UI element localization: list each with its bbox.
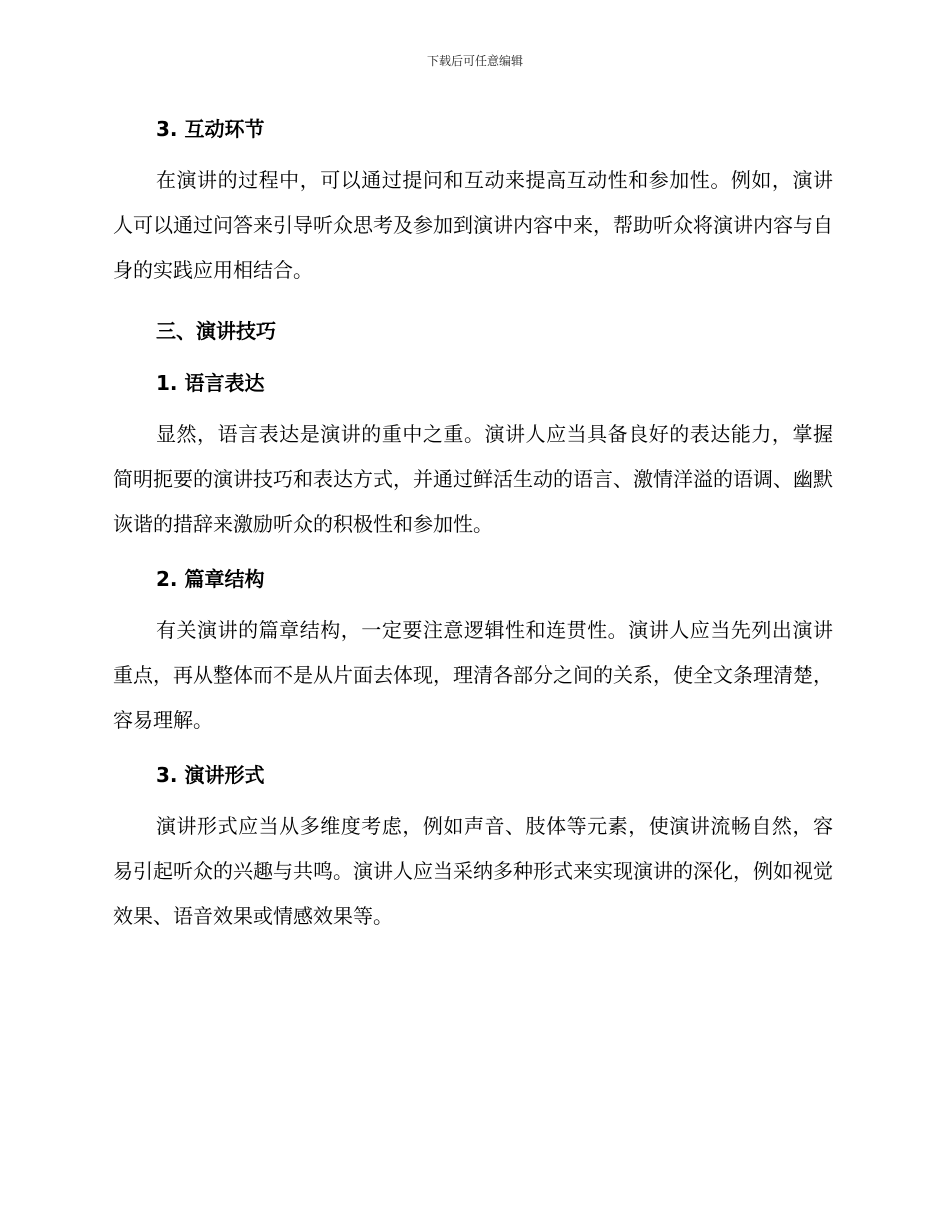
paragraph-language-expression: 显然，语言表达是演讲的重中之重。演讲人应当具备良好的表达能力，掌握简明扼要的演讲技巧和表达方式，并通过鲜活生动的语言、激情洋溢的语调、幽默诙谐的措辞来激励听众的积极性和参加性。 [113,422,833,536]
heading-interaction: 3. 互动环节 [156,117,265,141]
document-body [113,109,833,939]
page-header: 下载后可任意编辑 [426,54,523,68]
heading-speech-form: 3. 演讲形式 [156,763,265,787]
paragraph-structure: 有关演讲的篇章结构，一定要注意逻辑性和连贯性。演讲人应当先列出演讲重点，再从整体而不是从片面去体现，理清各部分之间的关系，使全文条理清楚，容易理解。 [113,618,833,732]
heading-speech-skills: 三、演讲技巧 [156,319,276,343]
paragraph-interaction: 在演讲的过程中，可以通过提问和互动来提高互动性和参加性。例如，演讲人可以通过问答来引导听众思考及参加到演讲内容中来，帮助听众将演讲内容与自身的实践应用相结合。 [113,168,833,282]
heading-language-expression: 1. 语言表达 [156,371,265,395]
heading-structure: 2. 篇章结构 [156,567,265,591]
paragraph-speech-form: 演讲形式应当从多维度考虑，例如声音、肢体等元素，使演讲流畅自然，容易引起听众的兴趣与共鸣。演讲人应当采纳多种形式来实现演讲的深化，例如视觉效果、语音效果或情感效果等。 [113,814,833,928]
